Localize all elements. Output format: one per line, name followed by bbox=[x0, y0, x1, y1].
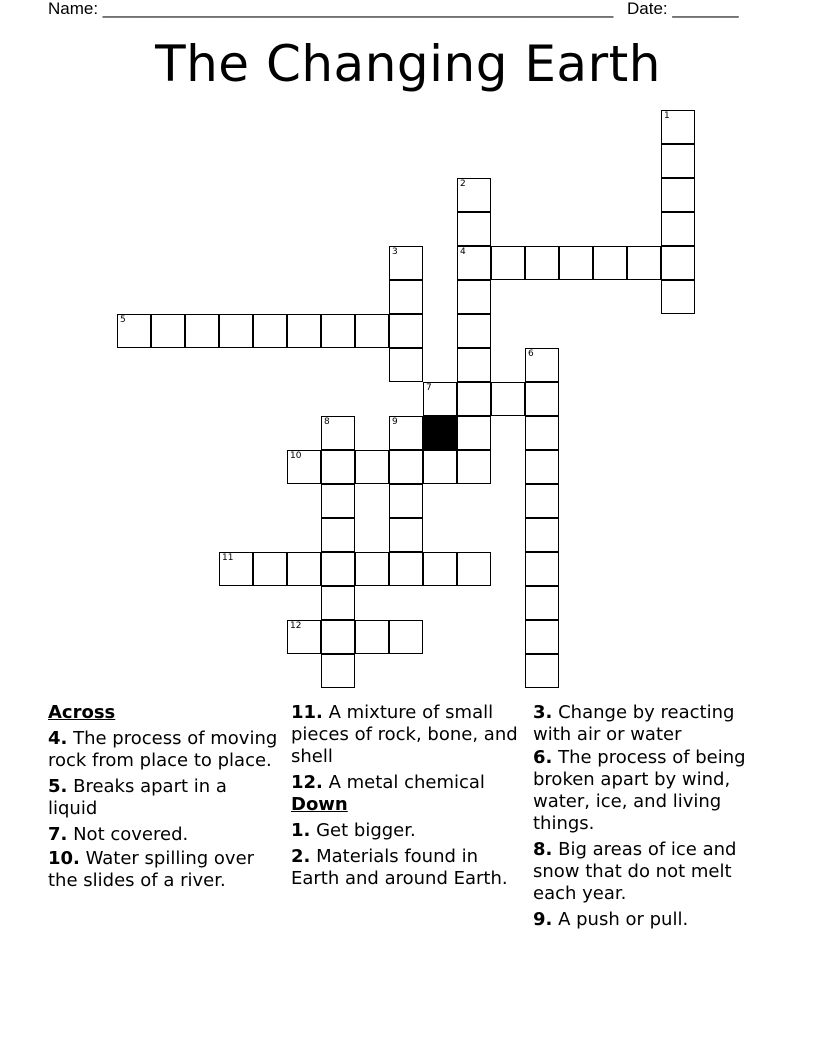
clue-text: Water spilling over the slides of a river. bbox=[48, 848, 255, 891]
crossword-cell[interactable] bbox=[661, 246, 695, 280]
clue-text: A metal chemical bbox=[322, 772, 485, 793]
clue-text: Get bigger. bbox=[310, 820, 416, 841]
crossword-cell[interactable] bbox=[321, 484, 355, 518]
down-heading: Down bbox=[291, 794, 348, 815]
crossword-cell[interactable] bbox=[185, 314, 219, 348]
crossword-cell[interactable] bbox=[627, 246, 661, 280]
cell-number: 6 bbox=[528, 349, 534, 359]
crossword-cell[interactable] bbox=[253, 552, 287, 586]
date-field-label: Date: _______ bbox=[627, 0, 739, 18]
crossword-cell[interactable] bbox=[457, 280, 491, 314]
cell-number: 9 bbox=[392, 417, 398, 427]
name-field-label: Name: ______________________________________________________ bbox=[48, 0, 614, 18]
crossword-cell[interactable] bbox=[321, 586, 355, 620]
crossword-cell[interactable] bbox=[525, 620, 559, 654]
crossword-cell[interactable] bbox=[457, 246, 491, 280]
clue-number: 9. bbox=[533, 909, 553, 930]
crossword-cell[interactable] bbox=[457, 382, 491, 416]
cell-number: 2 bbox=[460, 179, 466, 189]
crossword-cell[interactable] bbox=[321, 620, 355, 654]
crossword-cell[interactable] bbox=[661, 144, 695, 178]
crossword-cell[interactable] bbox=[389, 348, 423, 382]
across-heading: Across bbox=[48, 702, 116, 723]
crossword-cell[interactable] bbox=[525, 348, 559, 382]
crossword-cell[interactable] bbox=[389, 246, 423, 280]
clue-down-1 bbox=[291, 820, 521, 842]
clue-down-2 bbox=[291, 846, 521, 890]
crossword-cell[interactable] bbox=[321, 416, 355, 450]
crossword-cell[interactable] bbox=[423, 450, 457, 484]
crossword-cell[interactable] bbox=[389, 484, 423, 518]
crossword-cell[interactable] bbox=[321, 450, 355, 484]
crossword-cell[interactable] bbox=[355, 450, 389, 484]
cell-number: 5 bbox=[120, 315, 126, 325]
crossword-cell[interactable] bbox=[525, 450, 559, 484]
crossword-cell[interactable] bbox=[525, 246, 559, 280]
crossword-cell[interactable] bbox=[525, 416, 559, 450]
clue-number: 4. bbox=[48, 728, 68, 749]
clue-text: Breaks apart in a liquid bbox=[48, 776, 227, 819]
clue-column-2 bbox=[291, 702, 521, 890]
clue-number: 3. bbox=[533, 702, 553, 723]
crossword-cell[interactable] bbox=[117, 314, 151, 348]
crossword-block-cell bbox=[423, 416, 457, 450]
page-title: The Changing Earth bbox=[155, 35, 661, 93]
clue-across-4 bbox=[48, 728, 278, 772]
crossword-cell[interactable] bbox=[491, 382, 525, 416]
crossword-cell[interactable] bbox=[457, 178, 491, 212]
cell-number: 4 bbox=[460, 247, 466, 257]
clue-number: 8. bbox=[533, 839, 553, 860]
crossword-cell[interactable] bbox=[423, 552, 457, 586]
crossword-cell[interactable] bbox=[389, 450, 423, 484]
cell-number: 1 bbox=[664, 111, 670, 121]
cell-number: 7 bbox=[426, 383, 432, 393]
crossword-cell[interactable] bbox=[355, 314, 389, 348]
crossword-cell[interactable] bbox=[321, 552, 355, 586]
crossword-cell[interactable] bbox=[355, 552, 389, 586]
crossword-cell[interactable] bbox=[287, 552, 321, 586]
crossword-cell[interactable] bbox=[525, 586, 559, 620]
crossword-cell[interactable] bbox=[423, 382, 457, 416]
crossword-cell[interactable] bbox=[559, 246, 593, 280]
clue-number: 1. bbox=[291, 820, 311, 841]
cell-number: 10 bbox=[290, 451, 302, 461]
crossword-cell[interactable] bbox=[457, 450, 491, 484]
crossword-cell[interactable] bbox=[661, 280, 695, 314]
clue-across-7 bbox=[48, 824, 278, 846]
clue-number: 10. bbox=[48, 848, 80, 869]
crossword-cell[interactable] bbox=[525, 518, 559, 552]
crossword-cell[interactable] bbox=[389, 416, 423, 450]
crossword-cell[interactable] bbox=[525, 484, 559, 518]
crossword-cell[interactable] bbox=[491, 246, 525, 280]
clue-text: A mixture of small pieces of rock, bone, and shell bbox=[291, 702, 518, 767]
clue-text: Materials found in Earth and around Earth. bbox=[291, 846, 508, 889]
clue-across-10 bbox=[48, 848, 278, 892]
crossword-cell[interactable] bbox=[151, 314, 185, 348]
crossword-cell[interactable] bbox=[287, 450, 321, 484]
clue-across-11 bbox=[291, 702, 521, 768]
cell-number: 8 bbox=[324, 417, 330, 427]
clue-number: 7. bbox=[48, 824, 68, 845]
clue-column-3 bbox=[533, 702, 763, 931]
clue-down-9 bbox=[533, 909, 763, 931]
crossword-cell[interactable] bbox=[661, 212, 695, 246]
crossword-cell[interactable] bbox=[593, 246, 627, 280]
crossword-cell[interactable] bbox=[321, 314, 355, 348]
crossword-cell[interactable] bbox=[355, 620, 389, 654]
clue-text: Not covered. bbox=[67, 824, 189, 845]
crossword-cell[interactable] bbox=[457, 212, 491, 246]
crossword-cell[interactable] bbox=[389, 552, 423, 586]
crossword-cell[interactable] bbox=[389, 518, 423, 552]
crossword-cell[interactable] bbox=[321, 518, 355, 552]
clue-number: 2. bbox=[291, 846, 311, 867]
crossword-cell[interactable] bbox=[525, 654, 559, 688]
clue-text: A push or pull. bbox=[552, 909, 689, 930]
crossword-cell[interactable] bbox=[287, 314, 321, 348]
crossword-cell[interactable] bbox=[253, 314, 287, 348]
clue-text: Change by reacting with air or water bbox=[533, 702, 735, 745]
crossword-cell[interactable] bbox=[457, 314, 491, 348]
cell-number: 12 bbox=[290, 621, 302, 631]
clue-down-3 bbox=[533, 702, 763, 746]
crossword-cell[interactable] bbox=[219, 552, 253, 586]
clue-number: 6. bbox=[533, 747, 553, 768]
cell-number: 11 bbox=[222, 553, 234, 563]
cell-number: 3 bbox=[392, 247, 398, 257]
crossword-cell[interactable] bbox=[661, 178, 695, 212]
crossword-cell[interactable] bbox=[389, 280, 423, 314]
clue-across-12 bbox=[291, 772, 521, 794]
crossword-cell[interactable] bbox=[321, 654, 355, 688]
crossword-cell[interactable] bbox=[389, 314, 423, 348]
clue-number: 12. bbox=[291, 772, 323, 793]
clue-down-6 bbox=[533, 747, 763, 835]
crossword-cell[interactable] bbox=[287, 620, 321, 654]
crossword-cell[interactable] bbox=[389, 620, 423, 654]
clue-text: The process of being broken apart by wind, water, ice, and living things. bbox=[533, 747, 746, 834]
clue-across-5 bbox=[48, 776, 278, 820]
crossword-cell[interactable] bbox=[457, 552, 491, 586]
clue-text: Big areas of ice and snow that do not melt each year. bbox=[533, 839, 737, 904]
crossword-cell[interactable] bbox=[219, 314, 253, 348]
crossword-cell[interactable] bbox=[457, 348, 491, 382]
clue-down-8 bbox=[533, 839, 763, 905]
clue-number: 5. bbox=[48, 776, 68, 797]
crossword-cell[interactable] bbox=[661, 110, 695, 144]
clue-text: The process of moving rock from place to place. bbox=[48, 728, 278, 771]
clue-column-1 bbox=[48, 702, 278, 892]
crossword-cell[interactable] bbox=[525, 552, 559, 586]
crossword-cell[interactable] bbox=[525, 382, 559, 416]
crossword-cell[interactable] bbox=[457, 416, 491, 450]
clue-number: 11. bbox=[291, 702, 323, 723]
